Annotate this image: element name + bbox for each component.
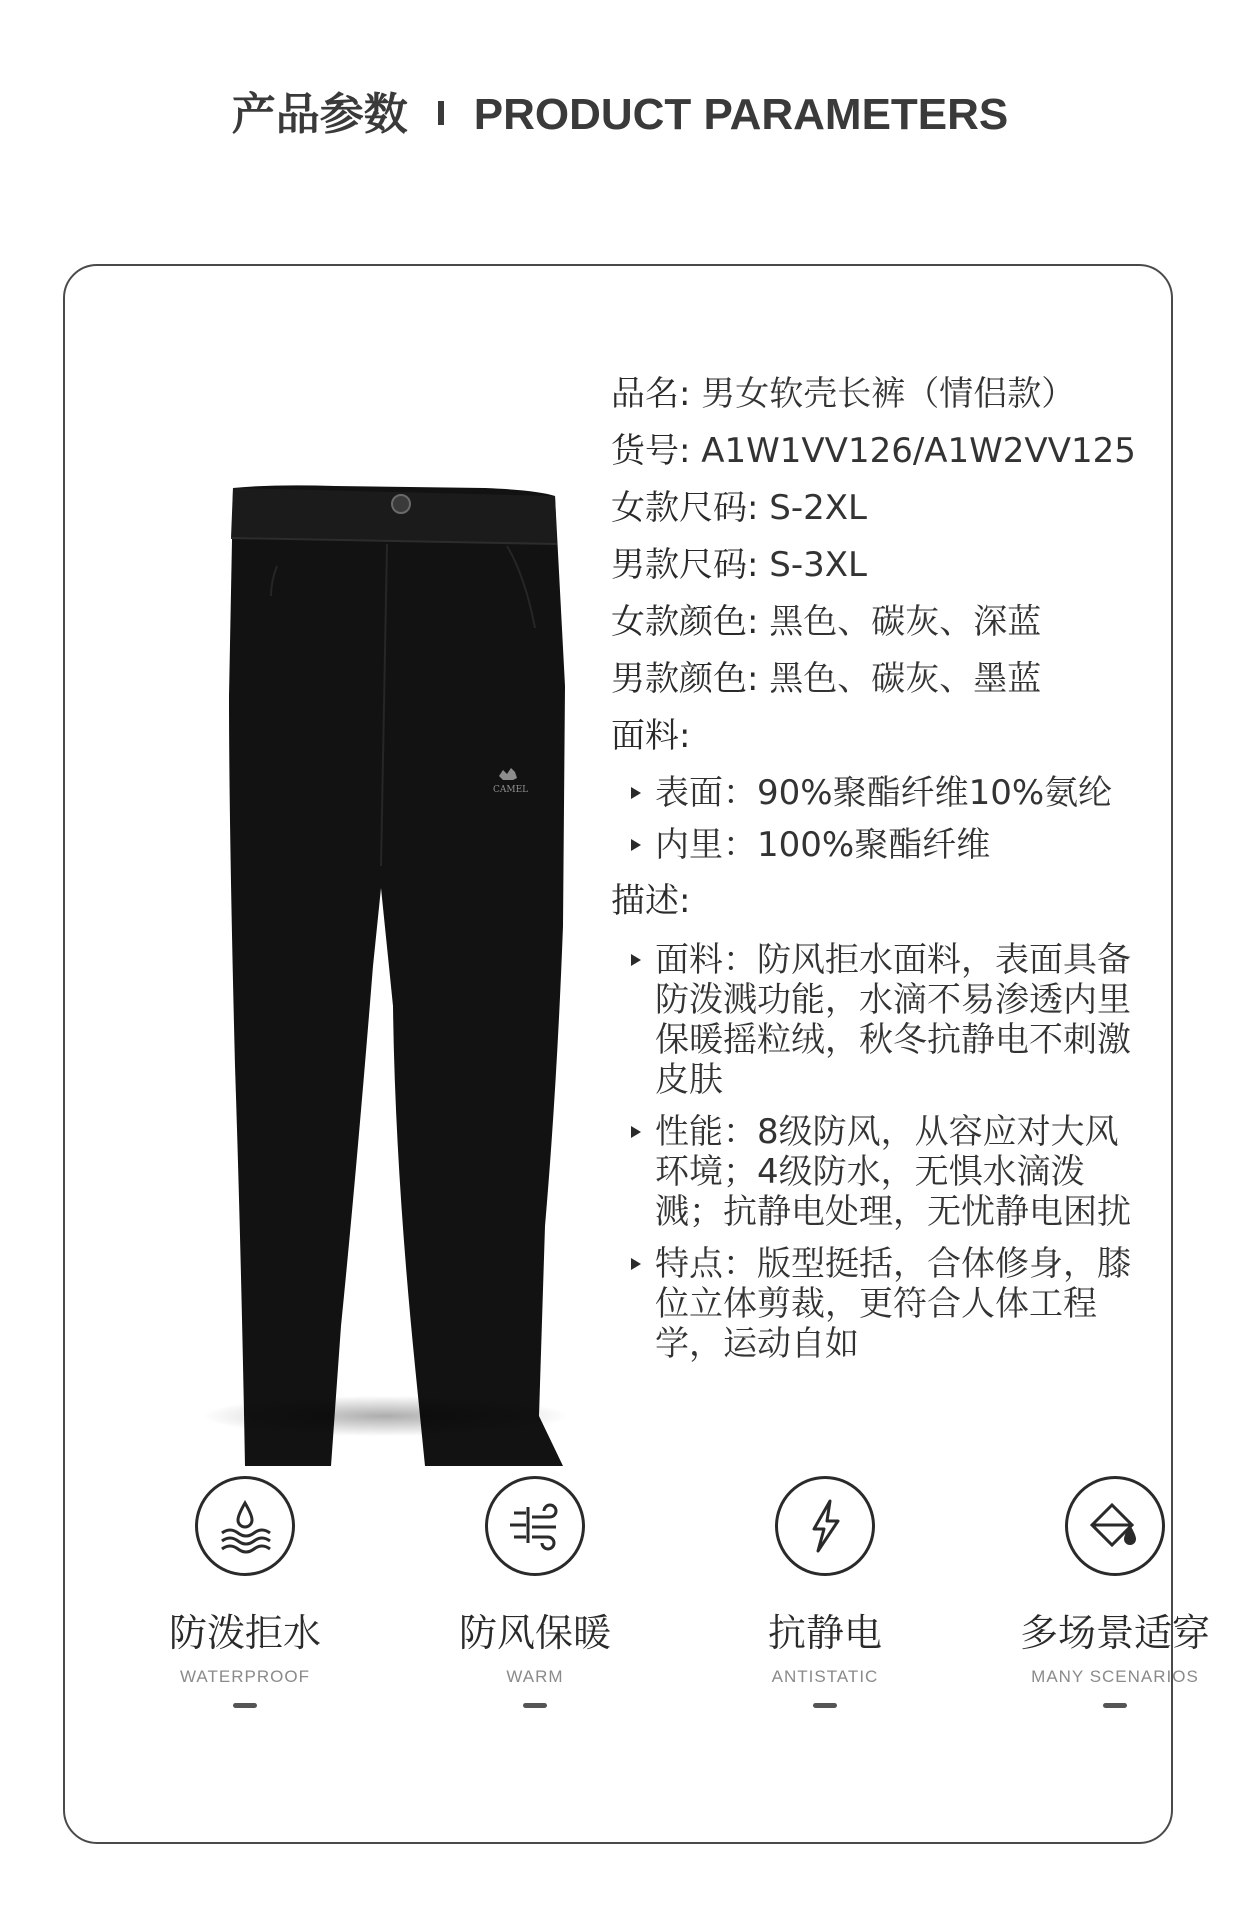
feature-label-zh: 抗静电 <box>767 1611 882 1655</box>
feature-underline <box>233 1703 257 1708</box>
spec-row-women-size: 女款尺码: S-2XL <box>611 488 867 528</box>
fabric-item-surface: 表面：90%聚酯纤维10%氨纶 <box>611 773 1151 813</box>
header-title-zh: 产品参数 <box>231 89 408 140</box>
feature-label-en: MANY SCENARIOS <box>1031 1667 1199 1686</box>
header-divider <box>438 101 444 125</box>
bullet-triangle-icon <box>631 839 641 851</box>
fabric-item-lining: 内里：100%聚酯纤维 <box>611 825 1151 865</box>
pants-body <box>229 485 565 1466</box>
spec-row-men-color: 男款颜色: 黑色、碳灰、墨蓝 <box>611 659 1042 699</box>
scenarios-icon <box>1065 1476 1165 1576</box>
bullet-triangle-icon <box>631 1258 641 1270</box>
floor-shadow <box>205 1396 565 1436</box>
spec-row-name: 品名: 男女软壳长裤（情侣款） <box>611 374 1076 414</box>
page-header <box>0 78 1240 142</box>
logo-text: CAMEL <box>493 785 529 795</box>
lightning-icon <box>775 1476 875 1576</box>
feature-warm <box>405 1476 665 1708</box>
feature-underline <box>1103 1703 1127 1708</box>
desc-item-fabric: 面料：防风拒水面料，表面具备防泼溅功能，水滴不易渗透内里保暖摇粒绒，秋冬抗静电不刺激皮肤 <box>611 940 1151 1100</box>
spec-row-men-size: 男款尺码: S-3XL <box>611 545 867 585</box>
bullet-triangle-icon <box>631 954 641 966</box>
bullet-triangle-icon <box>631 787 641 799</box>
feature-waterproof <box>115 1476 375 1708</box>
spec-row-women-color: 女款颜色: 黑色、碳灰、深蓝 <box>611 602 1042 642</box>
product-image <box>125 366 645 1476</box>
product-card <box>63 264 1210 1844</box>
feature-row <box>65 1476 1210 1716</box>
feature-label-zh: 防风保暖 <box>458 1611 611 1655</box>
fabric-label: 面料: <box>611 716 691 756</box>
feature-underline <box>523 1703 547 1708</box>
desc-item-features: 特点：版型挺括，合体修身，膝位立体剪裁，更符合人体工程学，运动自如 <box>611 1244 1151 1364</box>
water-drop-icon <box>195 1476 295 1576</box>
feature-label-zh: 防泼拒水 <box>168 1611 321 1655</box>
feature-many-scenarios <box>985 1476 1240 1708</box>
spec-row-sku: 货号: A1W1VV126/A1W2VV125 <box>611 431 1136 471</box>
pants-illustration <box>125 366 645 1476</box>
feature-label-zh: 多场景适穿 <box>1019 1611 1210 1655</box>
spec-list <box>611 366 1151 1376</box>
feature-underline <box>813 1703 837 1708</box>
feature-antistatic <box>695 1476 955 1708</box>
header-title-en: PRODUCT PARAMETERS <box>473 90 1009 139</box>
bullet-triangle-icon <box>631 1126 641 1138</box>
desc-item-performance: 性能：8级防风，从容应对大风环境；4级防水，无惧水滴泼溅；抗静电处理，无忧静电困扰 <box>611 1112 1151 1232</box>
wind-icon <box>485 1476 585 1576</box>
feature-label-en: ANTISTATIC <box>771 1667 879 1686</box>
feature-label-en: WARM <box>506 1667 564 1686</box>
feature-label-en: WATERPROOF <box>180 1667 310 1686</box>
waist-button <box>392 495 410 513</box>
waistband <box>231 488 557 544</box>
desc-label: 描述: <box>611 881 691 921</box>
